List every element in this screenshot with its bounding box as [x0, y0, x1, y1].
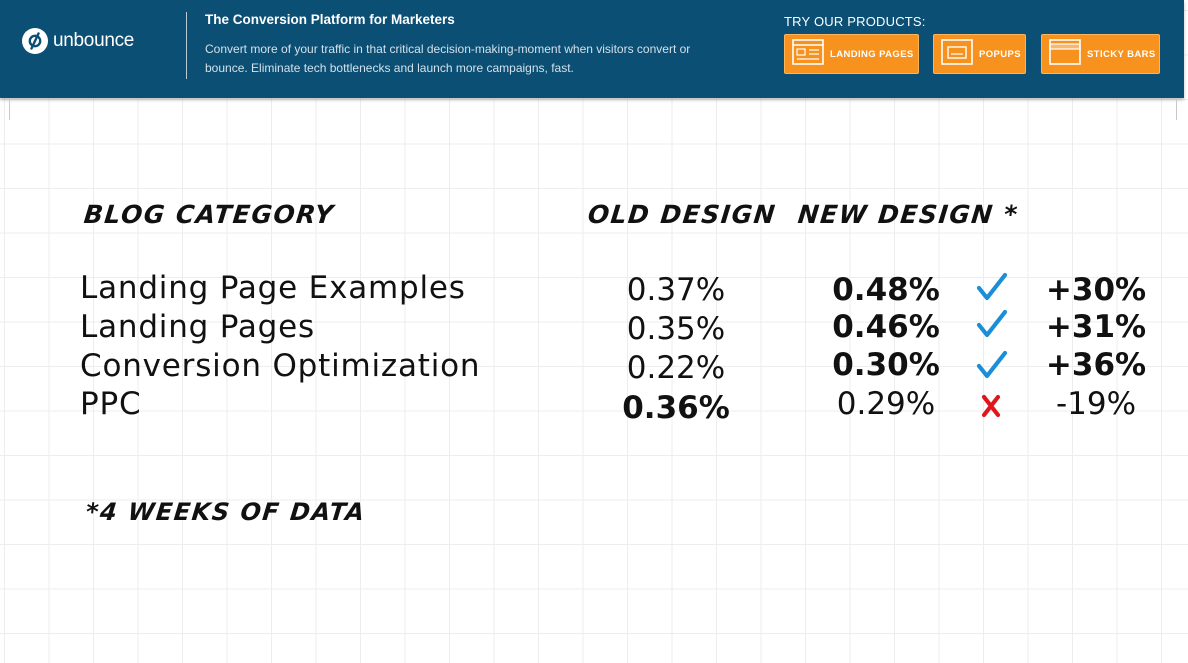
tagline-body: Convert more of your traffic in that critical decision-making-moment when visitors convert or bounce. Eliminate tech bottlenecks and launch more campaigns, fast. [205, 42, 691, 75]
header-new-design: NEW DESIGN * [796, 200, 1021, 229]
check-icon [976, 350, 1008, 380]
popups-icon [941, 39, 973, 69]
change-row-3: +36% [1045, 347, 1147, 383]
check-icon [976, 309, 1008, 339]
landing-pages-button[interactable] [784, 34, 919, 74]
category-ppc: PPC [80, 386, 142, 422]
cross-icon [980, 394, 1002, 418]
new-value-row-1: 0.48% [832, 272, 940, 308]
left-edge-line [9, 98, 10, 120]
category-conversion-optimization: Conversion Optimization [80, 348, 481, 384]
landing-pages-icon [792, 39, 824, 69]
unbounce-logo-icon [22, 28, 48, 54]
popups-button[interactable] [933, 34, 1026, 74]
sticky-bars-label: STICKY BARS [1087, 48, 1156, 60]
popups-label: POPUPS [979, 48, 1021, 60]
change-row-4: -19% [1055, 386, 1137, 422]
new-value-row-3: 0.30% [832, 347, 940, 383]
landing-pages-label: LANDING PAGES [830, 48, 914, 60]
old-value-row-1: 0.37% [626, 272, 726, 308]
header-divider [186, 12, 187, 79]
footnote: *4 WEEKS OF DATA [84, 498, 368, 526]
right-edge-line [1176, 98, 1177, 120]
header-blog-category: BLOG CATEGORY [82, 200, 336, 229]
old-value-row-2: 0.35% [626, 311, 726, 347]
top-banner [0, 0, 1184, 98]
tagline-title: The Conversion Platform for Marketers [205, 12, 455, 27]
new-value-row-2: 0.46% [832, 309, 940, 345]
change-row-2: +31% [1045, 309, 1147, 345]
logo-text: unbounce [53, 30, 135, 51]
header-old-design: OLD DESIGN [586, 200, 778, 229]
try-products-label: TRY OUR PRODUCTS: [784, 14, 926, 29]
new-value-row-4: 0.29% [836, 386, 936, 422]
old-value-row-3: 0.22% [626, 350, 726, 386]
unbounce-logo[interactable] [22, 26, 134, 56]
sticky-bars-icon [1049, 39, 1081, 69]
change-row-1: +30% [1045, 272, 1147, 308]
check-icon [976, 272, 1008, 302]
category-landing-page-examples: Landing Page Examples [80, 270, 466, 306]
old-value-row-4: 0.36% [622, 390, 730, 426]
sticky-bars-button[interactable] [1041, 34, 1160, 74]
category-landing-pages: Landing Pages [80, 309, 315, 345]
